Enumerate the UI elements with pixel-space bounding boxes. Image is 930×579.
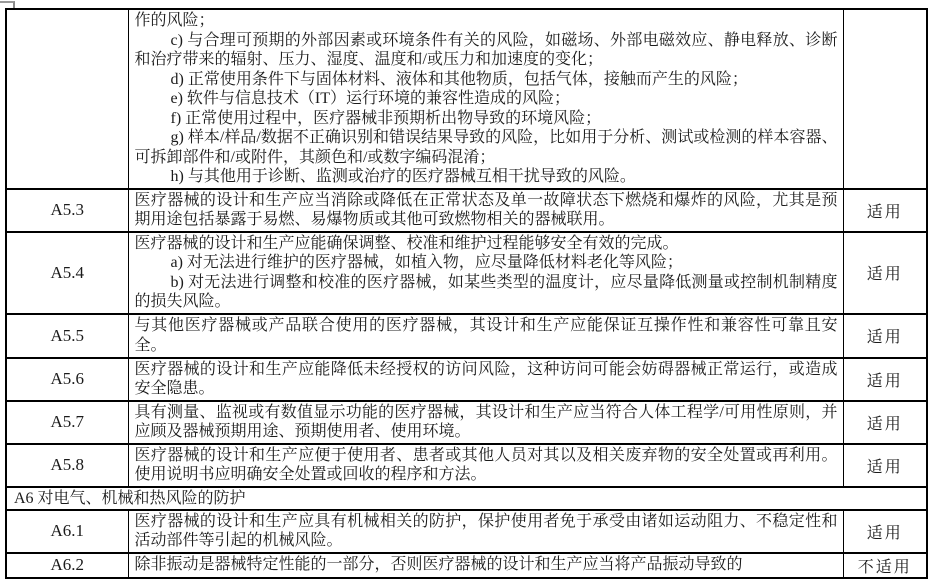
item-description <box>128 314 843 358</box>
applicability-status: 适用 <box>843 510 927 553</box>
conformity-requirements-table <box>5 8 928 579</box>
description-line: 作的风险； <box>134 12 215 29</box>
section-header-row <box>6 487 927 510</box>
description-line: b) 对无法进行调整和校准的医疗器械，如某些类型的温度计，应尽量降低测量或控制机制精度的损失风险。 <box>134 273 838 310</box>
description-line: 与其他医疗器械或产品联合使用的医疗器械，其设计和生产应能保证互操作性和兼容性可靠且安全。 <box>134 317 838 354</box>
section-header: A6 对电气、机械和热风险的防护 <box>6 487 927 510</box>
item-description <box>128 189 843 232</box>
item-description <box>128 510 843 553</box>
description-line: 医疗器械的设计和生产应具有机械相关的防护，保护使用者免于承受由诸如运动阻力、不稳定性和活动部件等引起的机械风险。 <box>134 512 838 549</box>
description-line: 具有测量、监视或有数值显示功能的医疗器械，其设计和生产应当符合人体工程学/可用性原则，并应顾及器械预期用途、预期使用者、使用环境。 <box>134 403 838 440</box>
description-line: d) 正常使用条件下与固体材料、液体和其他物质，包括气体，接触而产生的风险； <box>170 70 748 88</box>
item-description <box>128 401 843 444</box>
table-row <box>6 314 927 358</box>
applicability-status: 适用 <box>843 314 927 358</box>
page-corner-artifact <box>0 1 15 8</box>
table-row <box>6 510 927 553</box>
item-code: A5.7 <box>6 401 128 444</box>
item-code: A5.8 <box>6 444 128 487</box>
description-line: c) 与合理可预期的外部因素或环境条件有关的风险，如磁场、外部电磁效应、静电释放、诊断和治疗带来的辐射、压力、湿度、温度和/或压力和加速度的变化； <box>134 31 838 68</box>
applicability-status: 适用 <box>843 189 927 232</box>
description-line: f) 正常使用过程中，医疗器械非预期析出物导致的环境风险； <box>170 109 602 127</box>
description-line: 医疗器械的设计和生产应能确保调整、校准和维护过程能够安全有效的完成。 <box>134 234 679 252</box>
description-line: g) 样本/样品/数据不正确识别和错误结果导致的风险，比如用于分析、测试或检测的样本容器、可拆卸部件和/或附件，其颜色和/或数字编码混淆； <box>134 129 838 166</box>
item-code: A6.2 <box>6 553 128 578</box>
item-description <box>128 444 843 487</box>
description-line: 医疗器械的设计和生产应便于使用者、患者或其他人员对其以及相关废弃物的安全处置或再利用。使用说明书应明确安全处置或回收的程序和方法。 <box>134 446 838 483</box>
description-line: 医疗器械的设计和生产应能降低未经授权的访问风险，这种访问可能会妨碍器械正常运行，或造成安全隐患。 <box>134 360 838 397</box>
item-code: A5.3 <box>6 189 128 232</box>
description-line: a) 对无法进行维护的医疗器械，如植入物，应尽量降低材料老化等风险； <box>170 254 683 271</box>
applicability-status: 不适用 <box>843 553 927 578</box>
description-line: 除非振动是器械特定性能的一部分，否则医疗器械的设计和生产应当将产品振动导致的 <box>134 556 743 574</box>
item-description <box>128 9 843 189</box>
table-row <box>6 444 927 487</box>
applicability-status: 适用 <box>843 401 927 444</box>
table-row <box>6 358 927 401</box>
description-line: e) 软件与信息技术（IT）运行环境的兼容性造成的风险； <box>170 90 571 107</box>
description-line: 医疗器械的设计和生产应当消除或降低在正常状态及单一故障状态下燃烧和爆炸的风险，尤其是预期用途包括暴露于易燃、易爆物质或其他可致燃物相关的器械联用。 <box>134 191 838 228</box>
item-description <box>128 232 843 314</box>
table-row <box>6 553 927 578</box>
table-row <box>6 232 927 314</box>
applicability-status: 适用 <box>843 358 927 401</box>
item-code: A5.6 <box>6 358 128 401</box>
item-description <box>128 358 843 401</box>
description-line: h) 与其他用于诊断、监测或治疗的医疗器械互相干扰导致的风险。 <box>170 168 636 185</box>
item-code: A6.1 <box>6 510 128 553</box>
item-code <box>6 9 128 189</box>
applicability-status: 适用 <box>843 232 927 314</box>
item-code: A5.5 <box>6 314 128 358</box>
item-description <box>128 553 843 578</box>
item-code: A5.4 <box>6 232 128 314</box>
applicability-status: 适用 <box>843 444 927 487</box>
applicability-status <box>843 9 927 189</box>
table-row <box>6 9 927 189</box>
table-row <box>6 401 927 444</box>
table-row <box>6 189 927 232</box>
